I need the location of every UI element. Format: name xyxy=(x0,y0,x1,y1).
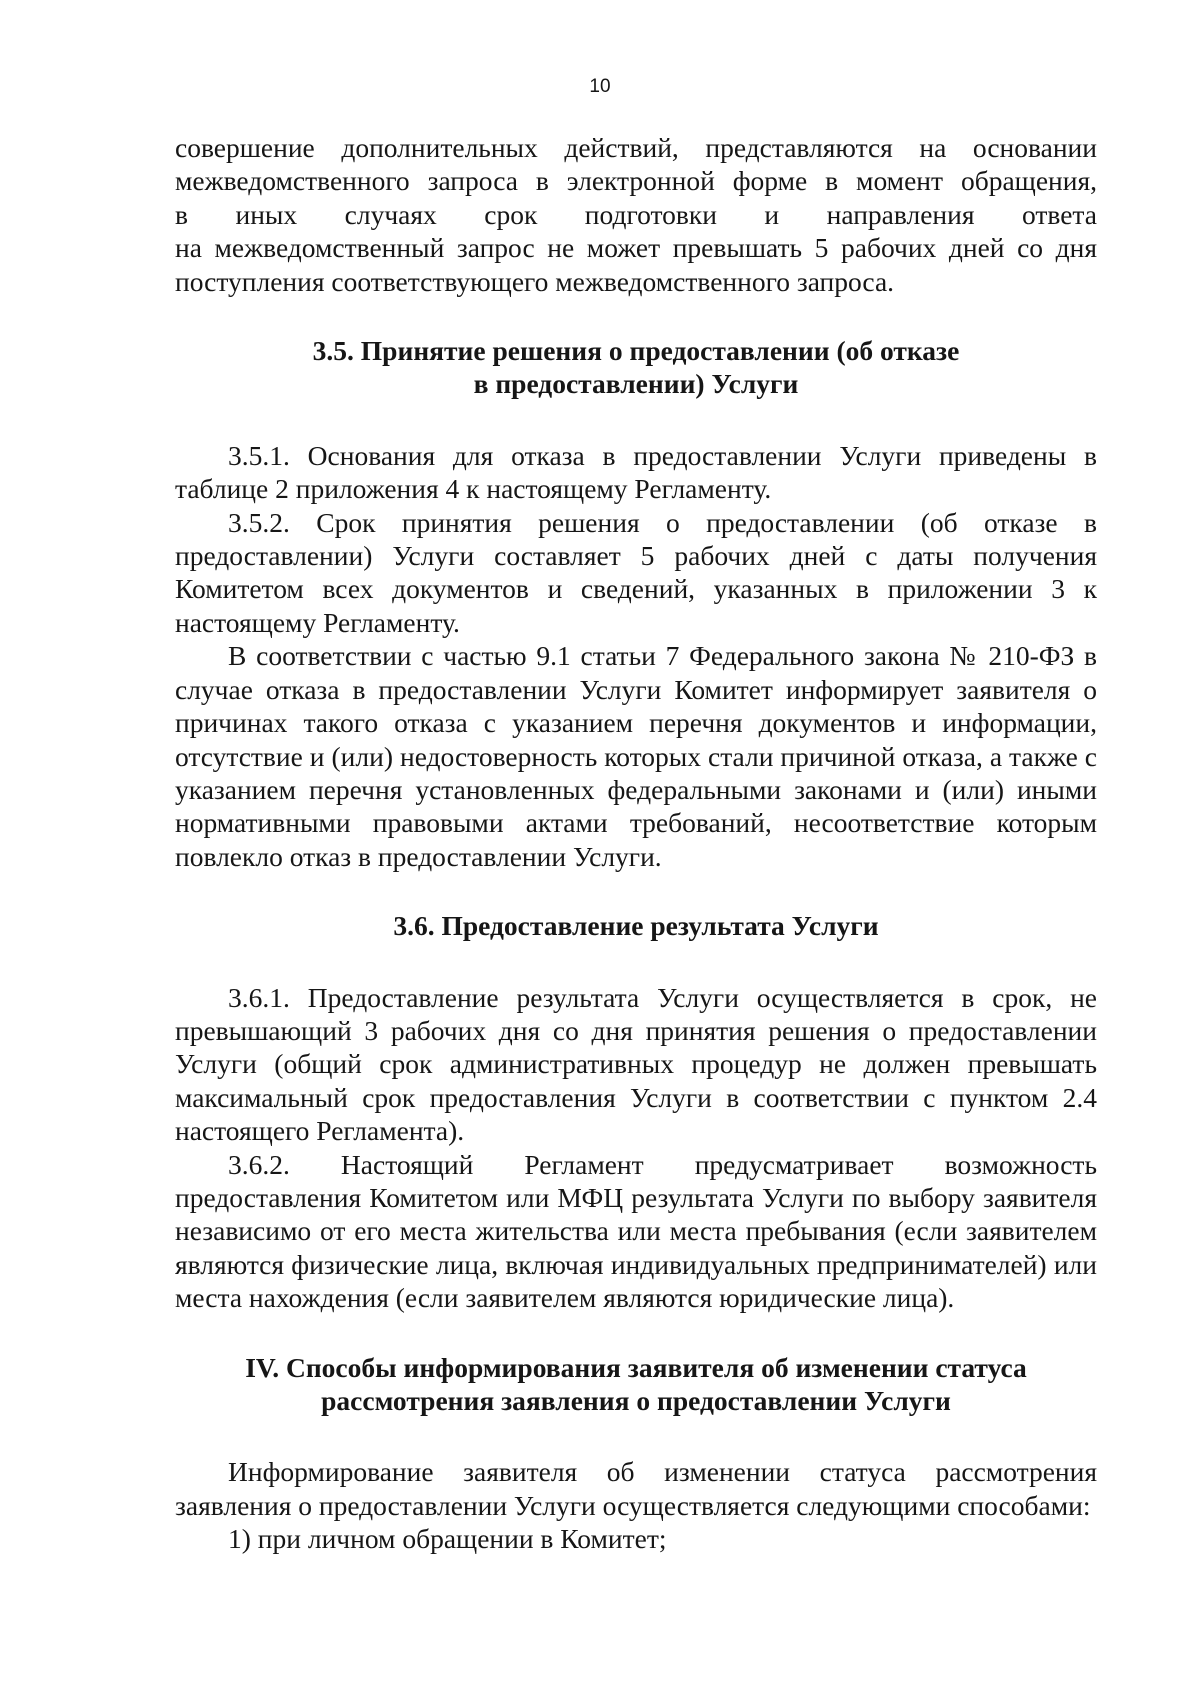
section-3-6-heading: 3.6. Предоставление результата Услуги xyxy=(393,910,879,942)
intro-paragraph xyxy=(175,131,1097,298)
paragraph-3-5-2: 3.5.2. Срок принятия решения о предоставлении (об отказе в предоставлении) Услуги составляет 5 рабочих дней с даты получения Комитетом всех документов и сведений, указанных в приложении 3 к настоящему Регламенту. xyxy=(175,506,1097,638)
paragraph-3-5-refusal-info: В соответствии с частью 9.1 статьи 7 Федерального закона № 210-ФЗ в случае отказа в предоставлении Услуги Комитет информирует заявителя о причинах такого отказа с указанием перечня документов и информации, отсутствие и (или) недостоверность которых стали причиной отказа, а также с указанием перечня установленных федеральными законами и (или) иными нормативными правовыми актами требований, несоответствие которым повлекло отказ в предоставлении Услуги. xyxy=(175,640,1097,872)
document-body xyxy=(175,131,1097,1556)
paragraph-3-6-2: 3.6.2. Настоящий Регламент предусматривает возможность предоставления Комитетом или МФЦ результата Услуги по выбору заявителя независимо от его места жительства или места пребывания (если заявителем являются физические лица, включая индивидуальных предпринимателей) или места нахождения (если заявителем являются юридические лица). xyxy=(175,1148,1097,1314)
section-3-5-heading xyxy=(175,334,1097,401)
section-3-5-heading-line-2: в предоставлении) Услуги xyxy=(473,368,799,400)
list-item-1: 1) при личном обращении в Комитет; xyxy=(228,1523,667,1555)
section-iv-heading-line-1: IV. Способы информирования заявителя об изменении статуса xyxy=(245,1351,1027,1383)
section-3-5-heading-line-1: 3.5. Принятие решения о предоставлении (об отказе xyxy=(312,335,960,367)
paragraph-3-6-1: 3.6.1. Предоставление результата Услуги осуществляется в срок, не превышающий 3 рабочих дня со дня принятия решения о предоставлении Услуги (общий срок административных процедур не должен превышать максимальный срок предоставления Услуги в соответствии с пунктом 2.4 настоящего Регламента). xyxy=(175,981,1097,1147)
intro-line-2: межведомственного запроса в электронной форме в момент обращения, xyxy=(175,165,1097,197)
intro-line-3: в иных случаях срок подготовки и направления ответа xyxy=(175,198,1097,230)
paragraph-iv-intro: Информирование заявителя об изменении статуса рассмотрения заявления о предоставлении Услуги осуществляется следующими способами: xyxy=(175,1456,1097,1521)
paragraph-3-5-1: 3.5.1. Основания для отказа в предоставлении Услуги приведены в таблице 2 приложения 4 к настоящему Регламенту. xyxy=(175,439,1097,505)
page-number: 10 xyxy=(589,76,611,97)
section-iv-heading xyxy=(175,1351,1097,1418)
intro-rest: на межведомственный запрос не может превышать 5 рабочих дней со дня поступления соответствующего межведомственного запроса. xyxy=(175,232,1097,297)
section-iv-heading-line-2: рассмотрения заявления о предоставлении Услуги xyxy=(321,1385,951,1416)
intro-line-1: совершение дополнительных действий, представляются на основании xyxy=(175,132,1097,163)
